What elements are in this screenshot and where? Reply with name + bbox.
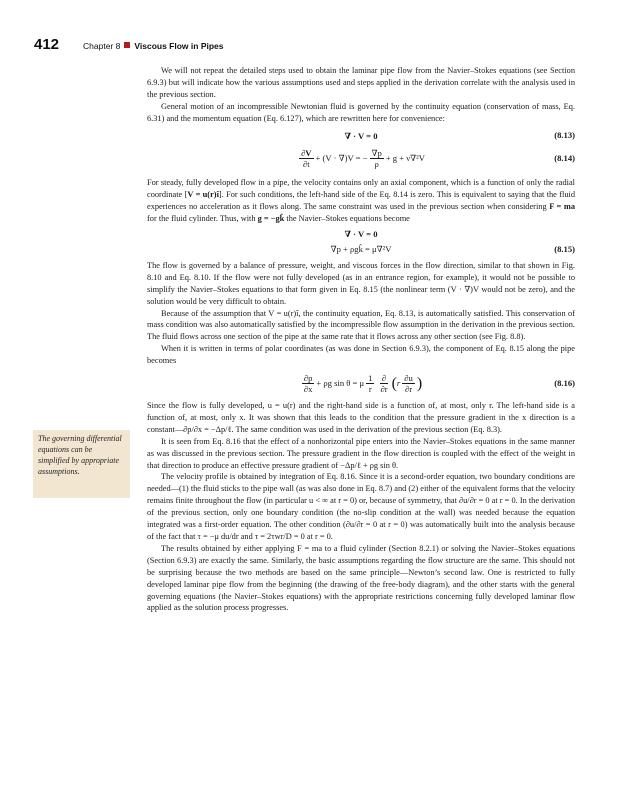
page-number: 412: [34, 36, 60, 53]
margin-note: The governing differential equations can be simplified by appropriate assumptions.: [33, 430, 130, 498]
eq-8-14-lhs-den: ∂t: [302, 159, 310, 170]
p3-velocity: V = u(r)î: [187, 190, 219, 200]
eq-8-16-du-frac: [402, 373, 415, 394]
paragraph-4: The flow is governed by a balance of pressure, weight, and viscous forces in the flow direction, similar to that shown in Fig. 8.10 and Eq. 8.10. If the flow were not fully developed (as in an entrance region, for example), it would not be possible to simplify the Navier–Stokes equations to that form given in Eq. 8.15 (the nonlinear term (V · ∇)V would not be zero), and the solution would be very difficult to obtain.: [147, 260, 575, 306]
p3-fma: F = ma: [549, 202, 575, 212]
eq-8-14-grad-num: ∇p: [371, 148, 382, 159]
eq-8-16-inv-num: 1: [368, 373, 373, 384]
eq-8-15-expr: ∇p + ρgk̂ = μ∇²V: [330, 243, 392, 254]
header-separator-square: [124, 42, 130, 48]
equation-8-16: [147, 373, 575, 394]
eq-8-14-grad-frac: [370, 148, 384, 169]
eq-8-16-mid: + ρg sin θ = μ: [316, 377, 365, 388]
paragraph-7: Since the flow is fully developed, u = u(r) and the right-hand side is a function of, at most, only r. The left-hand side is a function of, at most, only x. It was shown that this leads to the condition that the pressure gradient in the x direction is a constant—∂p/∂x = −Δp/ℓ. The same condition was used in the derivation of the previous section (Eq. 8.3).: [147, 401, 575, 434]
page-header: [34, 36, 224, 56]
eq-8-16-inv-den: r: [368, 384, 372, 395]
p3-text-c: for the fluid cylinder. Thus, with: [147, 214, 258, 224]
eq-8-16-du-num: ∂u: [404, 373, 413, 384]
paragraph-2: General motion of an incompressible Newtonian fluid is governed by the continuity equation (conservation of mass, Eq. 6.31) and the momentum equation (Eq. 6.127), which are rewritten here for convenience:: [147, 101, 575, 123]
p3-text-d: the Navier–Stokes equations become: [284, 214, 410, 224]
equation-8-15: [147, 244, 575, 256]
paragraph-3: [147, 177, 575, 225]
body-text: [147, 65, 575, 614]
eq-8-14-lhs-frac: [299, 148, 313, 169]
eq-8-16-d-num: ∂: [381, 373, 387, 384]
eq-8-16-du-den: ∂r: [404, 384, 413, 395]
eq-8-16-d-frac: [378, 373, 389, 394]
paragraph-6: When it is written in terms of polar coordinates (as was done in Section 6.9.3), the component of Eq. 8.15 along the pipe becomes: [147, 344, 575, 366]
equation-8-15-continuity: [147, 229, 575, 241]
eq-8-16-dp-frac: [302, 373, 315, 394]
eq-8-14-rhs: + g + ν∇²V: [385, 152, 425, 163]
eq-8-13-expr: ∇ · V = 0: [344, 130, 378, 141]
eq-8-14-grad-den: ρ: [374, 159, 379, 170]
eq-8-16-inv-frac: [366, 373, 374, 394]
eq-8-16-r: r: [396, 377, 401, 388]
eq-8-15-continuity-expr: ∇ · V = 0: [344, 229, 378, 240]
paragraph-5: Because of the assumption that V = u(r)î, the continuity equation, Eq. 8.13, is automatically satisfied. This conservation of mass condition was also automatically satisfied by the incompressible flow assumption in the derivation in the previous section. The fluid flows across one section of the pipe at the same rate that it flows across any other section (see Fig. 8.8).: [147, 308, 575, 342]
p3-gravity: g = −gk̂: [257, 214, 285, 224]
chapter-title: Viscous Flow in Pipes: [134, 41, 224, 51]
paragraph-9: The velocity profile is obtained by integration of Eq. 8.16. Since it is a second-order equation, two boundary conditions are needed—(1) the fluid sticks to the pipe wall (as was also done in Eq. 8.7) and (2) either of the equivalent forms that the velocity remains finite throughout the flow (in particular u < ∞ at r = 0) or, because of symmetry, that ∂u/∂r = 0 at r = 0. In the derivation of the previous section, only one boundary condition (the no-slip condition at the wall) was needed because the equation integrated was a first-order equation. The other condition (∂u/∂r = 0 at r = 0) was automatically built into the analysis because of the fact that τ = −μ du/dr and τ = 2τwr/D = 0 at r = 0.: [147, 472, 575, 541]
eq-8-16-number: (8.16): [554, 377, 575, 388]
p3-text-a: For steady, fully developed flow in a pipe, the velocity contains only an axial component, which is a function of only the radial coordinate [: [147, 178, 575, 200]
eq-8-16-open-paren: (: [391, 374, 397, 392]
paragraph-8: It is seen from Eq. 8.16 that the effect of a nonhorizontal pipe enters into the Navier–Stokes equations in the same manner as was discussed in the previous section. The pressure gradient in the flow direction is coupled with the effect of the weight in that direction to produce an effective pressure gradient of −Δp/ℓ + ρg sin θ.: [147, 436, 575, 470]
eq-8-15-number: (8.15): [554, 243, 575, 254]
p3-text-b: ]. For such conditions, the left-hand side of the Eq. 8.14 is zero. This is equivalent to saying that the fluid experiences no acceleration as it flows along. The same constraint was used in the previous section when considering: [147, 190, 575, 212]
paragraph-1: We will not repeat the detailed steps used to obtain the laminar pipe flow from the Navier–Stokes equations (see Section 6.9.3) but will indicate how the various assumptions used and steps applied in the derivation correlate with the analysis used in the previous section.: [147, 66, 575, 99]
equation-8-13: [147, 131, 575, 143]
eq-8-16-dp-den: ∂x: [303, 384, 313, 395]
eq-8-13-number: (8.13): [554, 130, 575, 141]
eq-8-14-number: (8.14): [554, 152, 575, 163]
eq-8-16-d-den: ∂r: [380, 384, 388, 395]
chapter-label: Chapter 8: [83, 41, 121, 51]
paragraph-10: The results obtained by either applying F = ma to a fluid cylinder (Section 8.2.1) or solving the Navier–Stokes equations (Section 6.9.3) are exactly the same. Similarly, the basic assumptions regarding the flow structure are the same. This should not be surprising because the two methods are based on the same principle—Newton’s second law. One is restricted to fully developed laminar pipe flow from the beginning (the drawing of the free-body diagram), and the other starts with the general governing equations (the Navier–Stokes equations) with the appropriate restrictions concerning fully developed laminar flow applied as the solution process progresses.: [147, 543, 575, 613]
eq-8-16-dp-num: ∂p: [303, 373, 313, 384]
eq-8-14-mid: + (V · ∇)V = −: [315, 152, 368, 163]
equation-8-14: [147, 148, 575, 169]
eq-8-14-lhs-num: ∂V: [301, 148, 312, 159]
eq-8-16-close-paren: ): [416, 374, 423, 392]
